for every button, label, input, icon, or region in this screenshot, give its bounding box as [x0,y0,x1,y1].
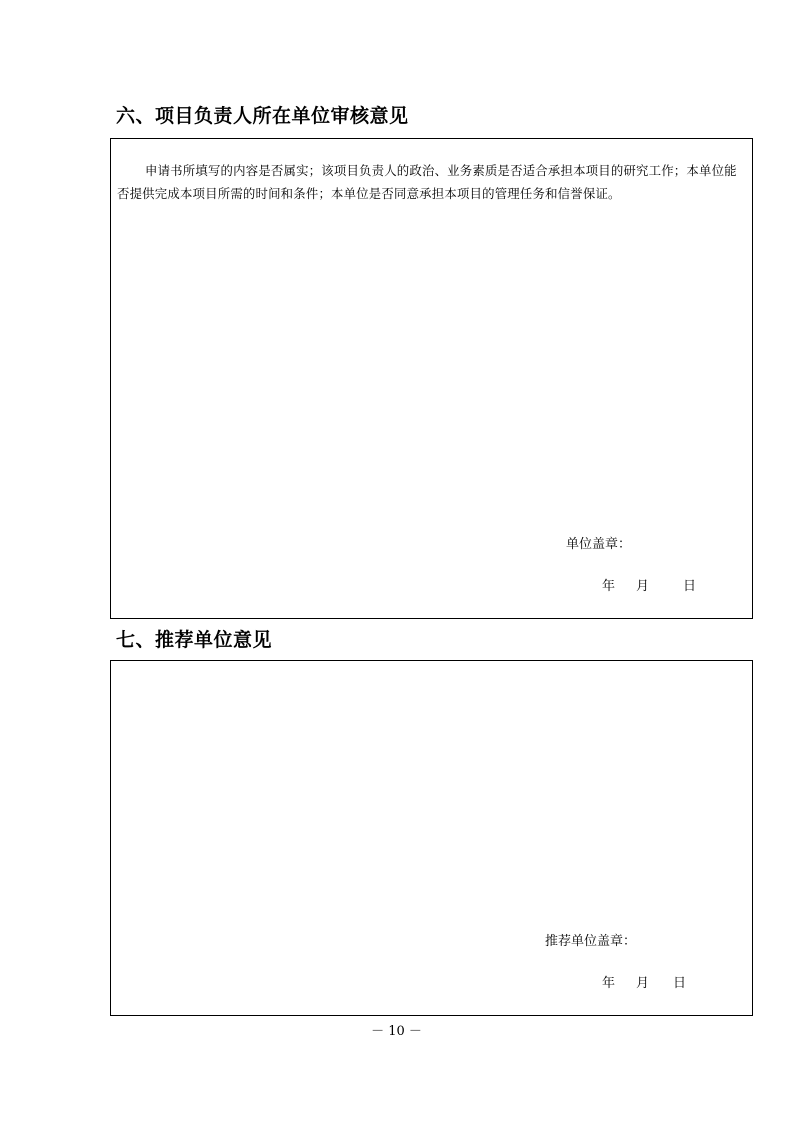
date-day-label: 日 [683,579,697,594]
recommending-unit-opinion-box[interactable] [110,660,753,1016]
unit-seal-label: 单位盖章： [566,537,632,552]
date-year-label: 年 [602,579,616,594]
page-number: － 10 － [371,1024,422,1039]
section-6-title: 六、项目负责人所在单位审核意见 [116,105,409,127]
date-day-label: 日 [673,976,687,991]
recommending-unit-seal-label: 推荐单位盖章： [545,934,637,949]
date-year-label: 年 [602,976,616,991]
unit-review-opinion-box[interactable] [110,138,753,619]
date-month-label: 月 [636,976,650,991]
review-instructions: 申请书所填写的内容是否属实；该项目负责人的政治、业务素质是否适合承担本项目的研究工作；本单位能否提供完成本项目所需的时间和条件；本单位是否同意承担本项目的管理任务和信誉保证。 [117,163,737,201]
date-month-label: 月 [636,579,650,594]
section-7-title: 七、推荐单位意见 [116,629,273,651]
